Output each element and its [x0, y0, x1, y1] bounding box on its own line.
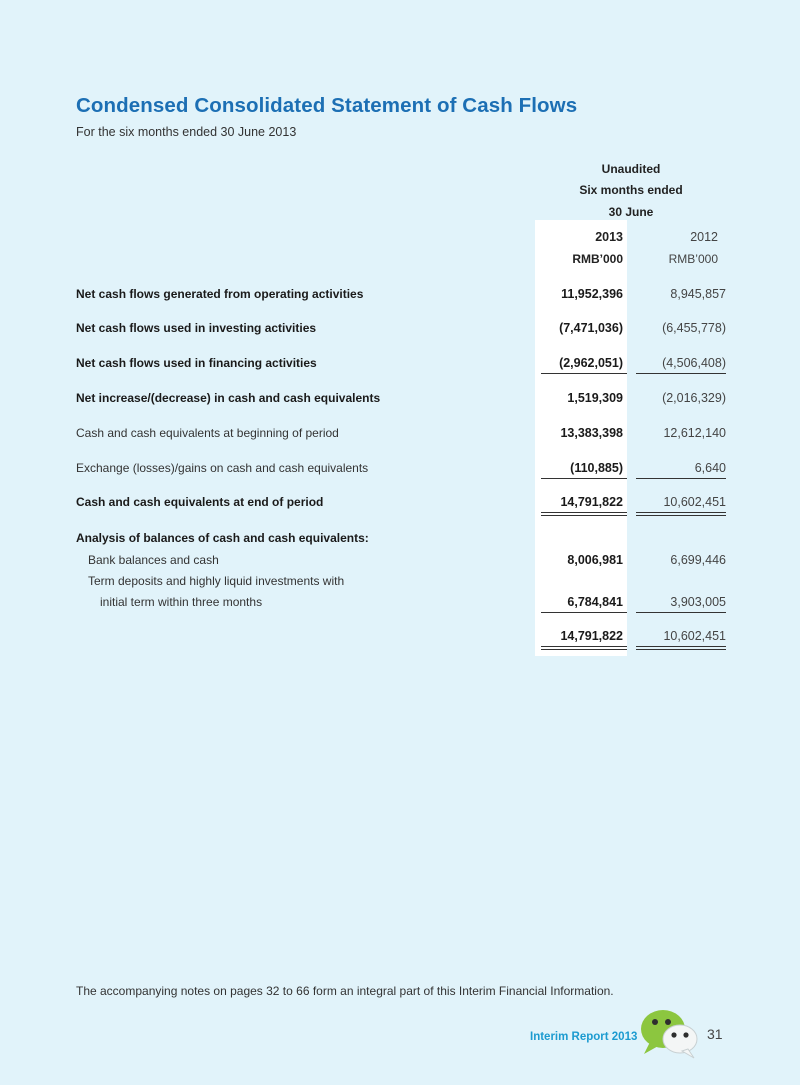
row-exchange-2012: 6,640 [694, 461, 726, 475]
row-beginning-label: Cash and cash equivalents at beginning of period [76, 426, 339, 440]
page-number: 31 [707, 1026, 723, 1042]
analysis-total-2013: 14,791,822 [560, 629, 623, 643]
row-end-2012: 10,602,451 [663, 495, 726, 509]
row-financing-2013: (2,962,051) [559, 356, 623, 370]
end-double-rule-2012-b [636, 515, 726, 516]
page-subtitle: For the six months ended 30 June 2013 [76, 125, 297, 139]
period-header: Six months ended [579, 183, 683, 197]
analysis-rule-2012 [636, 612, 726, 613]
end-double-rule-2013-a [541, 512, 627, 513]
total-double-rule-2012-a [636, 646, 726, 647]
row-operating-2013: 11,952,396 [561, 287, 623, 301]
row-investing-2013: (7,471,036) [559, 321, 623, 335]
total-double-rule-2012-b [636, 649, 726, 650]
bank-balances-label: Bank balances and cash [88, 553, 219, 567]
exchange-rule-2013 [541, 478, 627, 479]
year-2012-header: 2012 [690, 230, 718, 244]
chat-bubbles-logo-icon [636, 1004, 702, 1060]
unit-2013-header: RMB’000 [572, 252, 623, 266]
report-name: Interim Report 2013 [530, 1031, 638, 1043]
row-net-change-2012: (2,016,329) [662, 391, 726, 405]
page-title: Condensed Consolidated Statement of Cash Flows [76, 94, 578, 117]
subtotal-rule-2012 [636, 373, 726, 374]
analysis-total-2012: 10,602,451 [663, 629, 726, 643]
analysis-rule-2013 [541, 612, 627, 613]
subtotal-rule-2013 [541, 373, 627, 374]
row-operating-2012: 8,945,857 [670, 287, 726, 301]
year-2013-header: 2013 [595, 230, 623, 244]
term-deposits-2013: 6,784,841 [567, 595, 623, 609]
row-end-2013: 14,791,822 [560, 495, 623, 509]
bank-balances-2012: 6,699,446 [670, 553, 726, 567]
unit-2012-header: RMB’000 [668, 252, 718, 266]
unaudited-header: Unaudited [601, 162, 661, 176]
row-end-label: Cash and cash equivalents at end of period [76, 495, 324, 509]
exchange-rule-2012 [636, 478, 726, 479]
term-deposits-2012: 3,903,005 [670, 595, 726, 609]
total-double-rule-2013-b [541, 649, 627, 650]
row-financing-label: Net cash flows used in financing activities [76, 356, 317, 370]
term-deposits-label-line2: initial term within three months [100, 595, 263, 609]
row-net-change-2013: 1,519,309 [567, 391, 623, 405]
total-double-rule-2013-a [541, 646, 627, 647]
row-exchange-2013: (110,885) [570, 461, 623, 475]
row-exchange-label: Exchange (losses)/gains on cash and cash equivalents [76, 461, 369, 475]
date-header: 30 June [608, 205, 654, 219]
term-deposits-label-line1: Term deposits and highly liquid investments with [88, 574, 345, 588]
footnote: The accompanying notes on pages 32 to 66 form an integral part of this Interim Financial Information. [76, 984, 614, 998]
row-investing-label: Net cash flows used in investing activities [76, 321, 317, 335]
bank-balances-2013: 8,006,981 [567, 553, 623, 567]
row-operating-label: Net cash flows generated from operating activities [76, 287, 364, 301]
row-investing-2012: (6,455,778) [662, 321, 726, 335]
row-financing-2012: (4,506,408) [662, 356, 726, 370]
end-double-rule-2013-b [541, 515, 627, 516]
end-double-rule-2012-a [636, 512, 726, 513]
analysis-heading: Analysis of balances of cash and cash equivalents: [76, 531, 369, 545]
row-beginning-2013: 13,383,398 [560, 426, 623, 440]
row-beginning-2012: 12,612,140 [663, 426, 726, 440]
row-net-change-label: Net increase/(decrease) in cash and cash equivalents [76, 391, 381, 405]
